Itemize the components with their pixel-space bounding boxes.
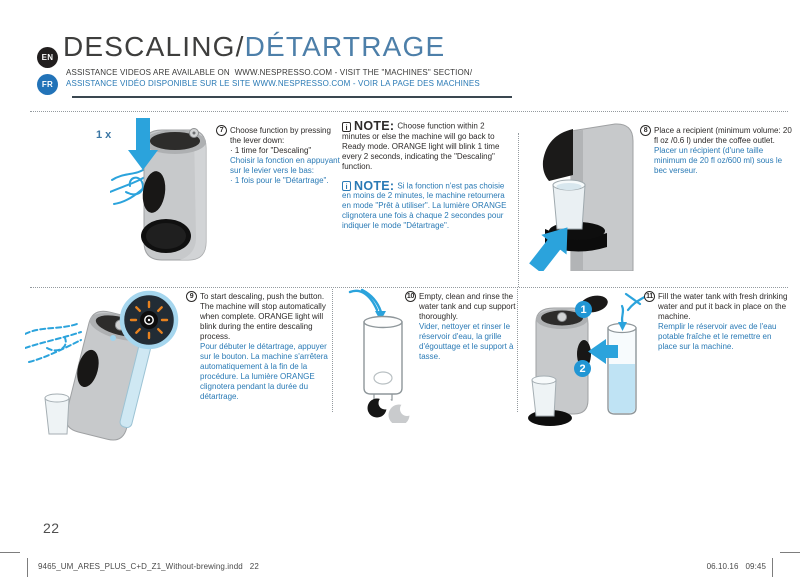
step-11-fr: Remplir le réservoir avec de l'eau potable fraîche et le remettre en place sur la machine. xyxy=(658,322,777,351)
water-stream-icon xyxy=(350,290,381,312)
step-number-badge: 10 xyxy=(405,291,416,302)
panel-divider-row2-left xyxy=(332,289,333,412)
step-8-en: Place a recipient (minimum volume: 20 fl oz /0.6 l) under the coffee outlet. xyxy=(654,126,792,145)
crop-mark xyxy=(780,552,800,553)
page-title-en: DESCALING/ xyxy=(63,31,245,62)
press-count-label: 1 x xyxy=(96,129,112,141)
step-8-fr: Placer un récipient (d'une taille minimum de 20 fl oz/600 ml) sous le bec verseur. xyxy=(654,146,783,175)
step-7-text xyxy=(216,126,340,186)
step-7-fr-main: Choisir la fonction en appuyant sur le levier vers le bas: xyxy=(230,156,340,175)
machine-lever-illustration xyxy=(110,118,215,268)
step-8-text xyxy=(640,126,792,176)
panel-divider-top xyxy=(30,111,788,112)
page-title-fr: DÉTARTRAGE xyxy=(244,31,446,62)
tank-fill-illustration xyxy=(528,292,658,432)
fill-step-2-badge: 2 xyxy=(574,360,591,377)
note-en-label: NOTE: xyxy=(354,119,395,133)
info-icon: i xyxy=(342,122,351,132)
panel-divider-row2-right xyxy=(517,289,518,412)
step-11-text xyxy=(644,292,790,352)
header-rule xyxy=(72,96,512,98)
step-number-badge: 9 xyxy=(186,291,197,302)
panel-divider-row1 xyxy=(518,133,519,287)
crop-mark xyxy=(27,558,28,577)
step-11-en: Fill the water tank with fresh drinking water and put it back in place on the machine. xyxy=(658,292,788,321)
step-9-en: To start descaling, push the button. The machine will stop automatically when complete. ORANGE light will blink during the entire descaling process. xyxy=(200,292,326,341)
step-10-fr: Vider, nettoyer et rinser le réservoir d'eau, la grille d'égouttage et le support à tasse. xyxy=(419,322,514,361)
pour-bottle-icon xyxy=(622,294,646,324)
note-en xyxy=(342,121,512,172)
hand-sketch-icon xyxy=(25,324,81,362)
crop-mark xyxy=(0,552,20,553)
step-7-en-main: Choose function by pressing the lever down: xyxy=(230,126,331,145)
language-badge-fr: FR xyxy=(37,74,58,95)
note-fr-label: NOTE: xyxy=(354,178,395,193)
print-datetime: 06.10.16 09:45 xyxy=(706,562,766,571)
note-en-text: Choose function within 2 minutes or else the machine will go back to Ready mode. ORANGE light will blink 1 time every 2 seconds, indicating the "Descaling" function. xyxy=(342,121,500,171)
crop-mark xyxy=(772,558,773,577)
note-fr xyxy=(342,178,512,232)
step-10-text xyxy=(405,292,517,362)
subtitle-fr: ASSISTANCE VIDÉO DISPONIBLE SUR LE SITE WWW.NESPRESSO.COM - VOIR LA PAGE DES MACHINES xyxy=(66,79,480,88)
step-number-badge: 8 xyxy=(640,125,651,136)
page-number: 22 xyxy=(43,520,60,536)
info-icon: i xyxy=(342,181,351,191)
subtitle-en: ASSISTANCE VIDEOS ARE AVAILABLE ON WWW.NESPRESSO.COM - VISIT THE "MACHINES" SECTION/ xyxy=(66,68,473,77)
step-7-fr-bullet: · 1 fois pour le "Détartrage". xyxy=(230,176,329,185)
note-panel xyxy=(342,121,512,240)
step-7-en-bullet: · 1 time for "Descaling" xyxy=(230,146,312,155)
step-number-badge: 11 xyxy=(644,291,655,302)
fill-step-1-badge: 1 xyxy=(575,301,592,318)
page-title xyxy=(63,33,445,61)
step-10-en: Empty, clean and rinse the water tank and cup support thoroughly. xyxy=(419,292,516,321)
step-number-badge: 7 xyxy=(216,125,227,136)
step-9-text xyxy=(186,292,332,402)
language-badge-en: EN xyxy=(37,47,58,68)
machine-cup-illustration xyxy=(527,121,642,271)
step-9-fr: Pour débuter le détartrage, appuyer sur le bouton. La machine s'arrêtera automatiquement à la fin de la procédure. La lumière ORANGE clignotera pendant la durée du détartrage. xyxy=(200,342,328,401)
note-fr-text: Si la fonction n'est pas choisie en moins de 2 minutes, le machine retournera en mode "Prêt à utiliser". La lumière ORANGE clignotera une fois à chaque 2 secondes pour indiquer le mode "Détartrage". xyxy=(342,181,507,230)
machine-button-illustration xyxy=(25,290,185,442)
file-info: 9465_UM_ARES_PLUS_C+D_Z1_Without-brewing.indd 22 xyxy=(38,562,259,571)
